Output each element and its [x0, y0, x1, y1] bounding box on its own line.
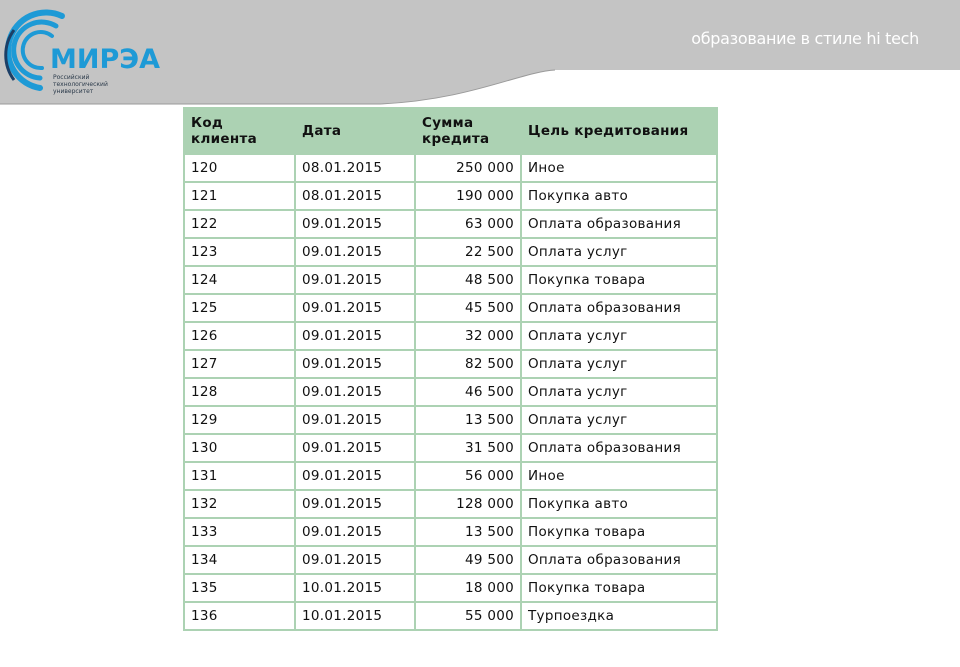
header-line: кредита — [422, 131, 490, 147]
logo-subtitle-line: технологический — [53, 81, 108, 88]
cell-client-code: 135 — [185, 575, 294, 601]
table-row — [185, 547, 716, 573]
cell-credit-amount: 56 000 — [416, 463, 520, 489]
table-row — [185, 575, 716, 601]
table-row — [185, 379, 716, 405]
table-row — [185, 323, 716, 349]
cell-credit-purpose: Покупка авто — [522, 491, 716, 517]
cell-date: 09.01.2015 — [296, 239, 414, 265]
cell-credit-purpose: Оплата образования — [522, 435, 716, 461]
table-row — [185, 183, 716, 209]
cell-credit-amount: 49 500 — [416, 547, 520, 573]
header-line: Код — [191, 115, 224, 131]
table-row — [185, 407, 716, 433]
cell-date: 08.01.2015 — [296, 155, 414, 181]
cell-client-code: 123 — [185, 239, 294, 265]
cell-client-code: 134 — [185, 547, 294, 573]
header-line: Сумма — [422, 115, 474, 131]
cell-credit-purpose: Оплата образования — [522, 547, 716, 573]
cell-credit-purpose: Покупка авто — [522, 183, 716, 209]
column-header-credit-amount — [416, 109, 520, 153]
table-row — [185, 267, 716, 293]
table-row — [185, 463, 716, 489]
table-row — [185, 211, 716, 237]
cell-credit-purpose: Оплата услуг — [522, 379, 716, 405]
table-row — [185, 603, 716, 629]
table-row — [185, 239, 716, 265]
cell-date: 09.01.2015 — [296, 267, 414, 293]
table-row — [185, 519, 716, 545]
cell-date: 09.01.2015 — [296, 351, 414, 377]
header-banner — [0, 0, 960, 110]
column-header-date — [296, 109, 414, 153]
cell-client-code: 121 — [185, 183, 294, 209]
cell-client-code: 136 — [185, 603, 294, 629]
cell-date: 09.01.2015 — [296, 295, 414, 321]
cell-date: 09.01.2015 — [296, 211, 414, 237]
header-line: Цель кредитования — [528, 123, 689, 139]
cell-credit-amount: 31 500 — [416, 435, 520, 461]
column-header-client-code — [185, 109, 294, 153]
cell-date: 09.01.2015 — [296, 547, 414, 573]
cell-credit-purpose: Оплата образования — [522, 295, 716, 321]
cell-client-code: 127 — [185, 351, 294, 377]
cell-credit-amount: 82 500 — [416, 351, 520, 377]
cell-date: 08.01.2015 — [296, 183, 414, 209]
cell-credit-purpose: Турпоездка — [522, 603, 716, 629]
cell-client-code: 133 — [185, 519, 294, 545]
cell-date: 10.01.2015 — [296, 575, 414, 601]
cell-date: 09.01.2015 — [296, 435, 414, 461]
cell-client-code: 125 — [185, 295, 294, 321]
cell-client-code: 130 — [185, 435, 294, 461]
cell-credit-purpose: Покупка товара — [522, 519, 716, 545]
cell-credit-amount: 128 000 — [416, 491, 520, 517]
column-header-credit-purpose — [522, 109, 716, 153]
credit-table — [183, 107, 718, 631]
logo-subtitle — [53, 74, 133, 95]
cell-client-code: 122 — [185, 211, 294, 237]
cell-client-code: 124 — [185, 267, 294, 293]
cell-credit-purpose: Оплата услуг — [522, 239, 716, 265]
header-line: Дата — [302, 123, 342, 139]
table-row — [185, 435, 716, 461]
cell-credit-amount: 48 500 — [416, 267, 520, 293]
logo-subtitle-line: университет — [53, 88, 94, 95]
cell-credit-purpose: Покупка товара — [522, 575, 716, 601]
mirea-logo — [0, 0, 170, 104]
cell-client-code: 132 — [185, 491, 294, 517]
cell-credit-amount: 13 500 — [416, 519, 520, 545]
cell-credit-purpose: Оплата услуг — [522, 407, 716, 433]
cell-credit-amount: 22 500 — [416, 239, 520, 265]
cell-credit-purpose: Иное — [522, 155, 716, 181]
cell-credit-amount: 250 000 — [416, 155, 520, 181]
cell-credit-amount: 13 500 — [416, 407, 520, 433]
logo-subtitle-line: Российский — [53, 74, 90, 81]
cell-client-code: 129 — [185, 407, 294, 433]
cell-credit-amount: 32 000 — [416, 323, 520, 349]
cell-credit-amount: 63 000 — [416, 211, 520, 237]
table-header-row — [185, 109, 716, 153]
cell-credit-purpose: Иное — [522, 463, 716, 489]
cell-credit-amount: 46 500 — [416, 379, 520, 405]
cell-client-code: 120 — [185, 155, 294, 181]
cell-date: 09.01.2015 — [296, 379, 414, 405]
slogan: образование в стиле hi tech — [691, 29, 919, 48]
logo-wordmark: МИРЭА — [50, 44, 160, 75]
cell-client-code: 128 — [185, 379, 294, 405]
table-row — [185, 491, 716, 517]
table-row — [185, 295, 716, 321]
table-row — [185, 155, 716, 181]
table-body — [185, 155, 716, 629]
table-row — [185, 351, 716, 377]
header-line: клиента — [191, 131, 258, 147]
cell-client-code: 131 — [185, 463, 294, 489]
cell-credit-amount: 45 500 — [416, 295, 520, 321]
cell-date: 09.01.2015 — [296, 519, 414, 545]
cell-credit-amount: 18 000 — [416, 575, 520, 601]
cell-credit-amount: 55 000 — [416, 603, 520, 629]
cell-date: 09.01.2015 — [296, 491, 414, 517]
cell-credit-purpose: Оплата образования — [522, 211, 716, 237]
cell-credit-purpose: Оплата услуг — [522, 323, 716, 349]
cell-date: 09.01.2015 — [296, 407, 414, 433]
cell-credit-amount: 190 000 — [416, 183, 520, 209]
cell-credit-purpose: Оплата услуг — [522, 351, 716, 377]
cell-client-code: 126 — [185, 323, 294, 349]
cell-date: 10.01.2015 — [296, 603, 414, 629]
cell-credit-purpose: Покупка товара — [522, 267, 716, 293]
cell-date: 09.01.2015 — [296, 463, 414, 489]
cell-date: 09.01.2015 — [296, 323, 414, 349]
